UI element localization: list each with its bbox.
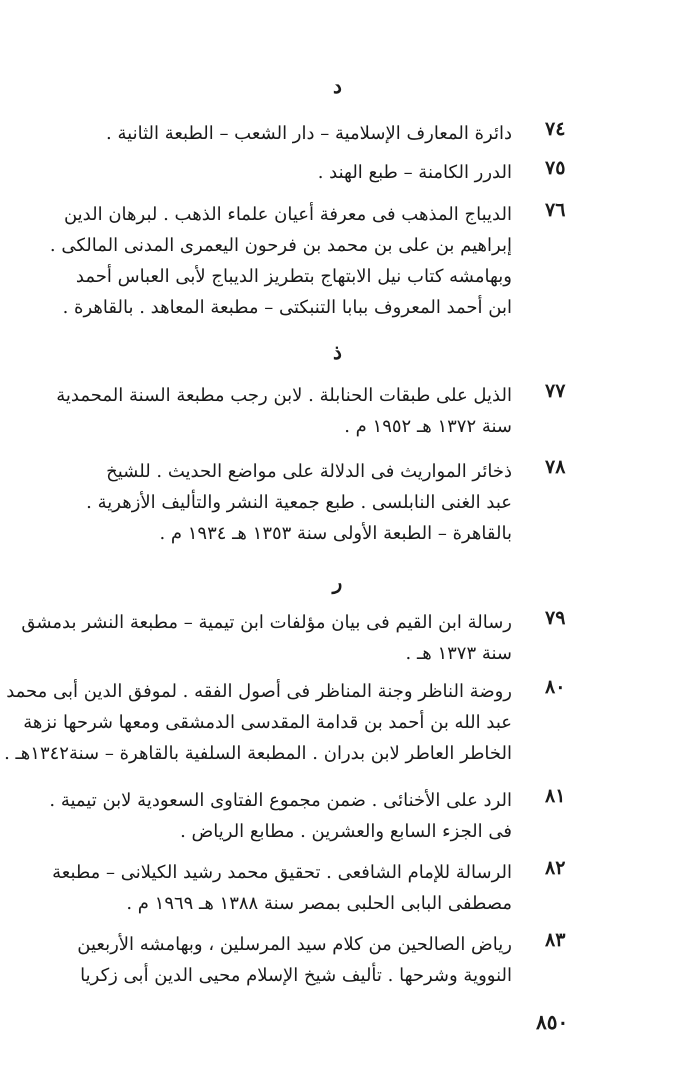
entry-text [49,785,512,847]
entry-line: الديباج المذهب فى معرفة أعيان علماء الذهب . لبرهان الدين [63,204,512,225]
entry-line: روضة الناظر وجنة المناظر فى أصول الفقه . لموفق الدين أبى محمد [6,681,512,702]
entry-number: ٨١ [545,785,566,807]
section-letter-dhal: ذ [333,340,342,364]
entry-line: الدرر الكامنة – طبع الهند . [317,162,512,183]
entry-line: رسالة ابن القيم فى بيان مؤلفات ابن تيمية – مطبعة النشر بدمشق [21,612,512,633]
entry-text [52,857,512,919]
entry-line: إبراهيم بن على بن محمد بن فرحون اليعمرى المدنى المالكى . [49,235,512,256]
entry-number: ٨٣ [545,929,566,951]
entry-line: سنة ١٣٧٣ هـ . [405,643,512,664]
section-letter-dal: د [333,74,342,98]
entry-text [21,607,512,669]
entry-text [60,929,512,991]
entry-line: الرد على الأخنائى . ضمن مجموع الفتاوى السعودية لابن تيمية . [49,790,512,811]
entry-line: سنة ١٣٧٢ هـ ١٩٥٢ م . [344,416,512,437]
entry-text [49,199,512,323]
entry-number: ٧٤ [545,118,566,140]
entry-text [4,676,512,769]
entry-number: ٨٠ [545,676,566,698]
entry-number: ٧٦ [545,199,566,221]
entry-line: مصطفى البابى الحلبى بمصر سنة ١٣٨٨ هـ ١٩٦٩ م . [126,893,512,914]
entry-line: دائرة المعارف الإسلامية – دار الشعب – الطبعة الثانية . [106,123,512,144]
entry-number: ٧٨ [545,456,566,478]
entry-text [60,157,512,188]
entry-line: فى الجزء السابع والعشرين . مطابع الرياض . [180,821,512,842]
entry-line: عبد الله بن أحمد بن قدامة المقدسى الدمشقى ومعها شرحها نزهة [23,712,512,733]
entry-number: ٧٥ [545,157,566,179]
entry-line: ابن أحمد المعروف ببابا التنبكتى – مطبعة المعاهد . بالقاهرة . [62,297,512,318]
entry-text [56,380,512,442]
entry-line: الخاطر العاطر لابن بدران . المطبعة السلفية بالقاهرة – سنة١٣٤٢هـ . [4,743,512,764]
entry-line: عبد الغنى النابلسى . طبع جمعية النشر والتأليف الأزهرية . [86,492,512,513]
entry-line: ذخائر المواريث فى الدلالة على مواضع الحديث . للشيخ [106,461,512,482]
entry-line: النووية وشرحها . تأليف شيخ الإسلام محيى الدين أبى زكريا [80,965,512,986]
entry-number: ٧٩ [545,607,566,629]
entry-line: بالقاهرة – الطبعة الأولى سنة ١٣٥٣ هـ ١٩٣٤ م . [159,523,512,544]
entry-text [60,118,512,149]
entry-line: الذيل على طبقات الحنابلة . لابن رجب مطبعة السنة المحمدية [56,385,512,406]
page-number: ٨٥٠ [536,1010,569,1034]
entry-number: ٧٧ [545,380,566,402]
entry-line: رياض الصالحين من كلام سيد المرسلين ، وبهامشه الأربعين [77,934,512,955]
entry-text [60,456,512,549]
entry-line: وبهامشه كتاب نيل الابتهاج بتطريز الديباج لأبى العباس أحمد [75,266,512,287]
entry-line: الرسالة للإمام الشافعى . تحقيق محمد رشيد الكيلانى – مطبعة [52,862,512,883]
section-letter-ra: ر [332,570,343,594]
entry-number: ٨٢ [545,857,566,879]
